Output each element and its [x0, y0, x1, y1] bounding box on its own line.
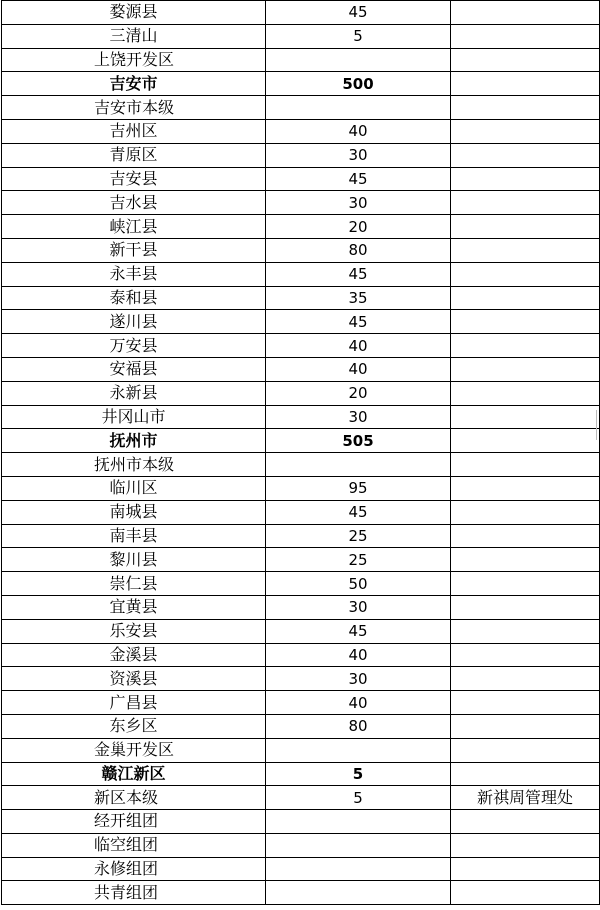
note-cell: [451, 286, 600, 310]
note-cell: [451, 334, 600, 358]
amount-cell: 45: [266, 500, 451, 524]
note-cell: [451, 643, 600, 667]
region-name-cell: 乐安县: [2, 619, 266, 643]
region-name-cell: 抚州市: [2, 429, 266, 453]
table-row: [2, 786, 600, 810]
region-name-cell: 遂川县: [2, 310, 266, 334]
region-name-cell: 吉安市本级: [2, 96, 266, 120]
page-edge-mark: [596, 410, 600, 440]
note-cell: [451, 691, 600, 715]
region-name-cell: 上饶开发区: [2, 48, 266, 72]
region-name-cell: 共青组团: [2, 881, 266, 905]
amount-cell: [266, 453, 451, 477]
region-name-cell: 万安县: [2, 334, 266, 358]
amount-cell: 45: [266, 619, 451, 643]
note-cell: [451, 714, 600, 738]
amount-cell: 5: [266, 24, 451, 48]
note-cell: [451, 810, 600, 834]
table-row: [2, 548, 600, 572]
note-cell: [451, 524, 600, 548]
table-row: [2, 286, 600, 310]
region-name-cell: 南丰县: [2, 524, 266, 548]
note-cell: [451, 429, 600, 453]
table-row: [2, 714, 600, 738]
amount-cell: 505: [266, 429, 451, 453]
note-cell: [451, 191, 600, 215]
region-name-cell: 东乡区: [2, 714, 266, 738]
note-cell: [451, 96, 600, 120]
note-cell: [451, 881, 600, 905]
table-row: [2, 810, 600, 834]
table-row: [2, 262, 600, 286]
region-name-cell: 宜黄县: [2, 595, 266, 619]
amount-cell: 30: [266, 595, 451, 619]
table-row: [2, 191, 600, 215]
table-row: [2, 476, 600, 500]
table-row: [2, 643, 600, 667]
region-name-cell: 泰和县: [2, 286, 266, 310]
region-name-cell: 南城县: [2, 500, 266, 524]
amount-cell: 50: [266, 572, 451, 596]
table-row: [2, 381, 600, 405]
note-cell: [451, 24, 600, 48]
amount-cell: [266, 48, 451, 72]
region-name-cell: 金巢开发区: [2, 738, 266, 762]
note-cell: [451, 572, 600, 596]
note-cell: [451, 405, 600, 429]
amount-cell: 30: [266, 405, 451, 429]
region-name-cell: 广昌县: [2, 691, 266, 715]
region-name-cell: 永新县: [2, 381, 266, 405]
region-name-cell: 临空组团: [2, 833, 266, 857]
table-row: [2, 119, 600, 143]
table-row: [2, 429, 600, 453]
table-row: [2, 572, 600, 596]
amount-cell: 45: [266, 310, 451, 334]
table-row: [2, 238, 600, 262]
table-row: [2, 48, 600, 72]
table-row: [2, 738, 600, 762]
table-row: [2, 691, 600, 715]
note-cell: [451, 381, 600, 405]
region-name-cell: 赣江新区: [2, 762, 266, 786]
note-cell: [451, 215, 600, 239]
table-row: [2, 453, 600, 477]
amount-cell: 20: [266, 381, 451, 405]
amount-cell: 30: [266, 667, 451, 691]
note-cell: [451, 619, 600, 643]
amount-cell: [266, 857, 451, 881]
table-row: [2, 857, 600, 881]
region-name-cell: 黎川县: [2, 548, 266, 572]
region-name-cell: 吉安市: [2, 72, 266, 96]
amount-cell: 5: [266, 786, 451, 810]
table-row: [2, 667, 600, 691]
table-row: [2, 334, 600, 358]
table-row: [2, 310, 600, 334]
note-cell: [451, 857, 600, 881]
note-cell: [451, 238, 600, 262]
table-row: [2, 619, 600, 643]
amount-cell: [266, 881, 451, 905]
note-cell: [451, 667, 600, 691]
note-cell: [451, 143, 600, 167]
note-cell: [451, 476, 600, 500]
table-body: [2, 1, 600, 905]
region-name-cell: 经开组团: [2, 810, 266, 834]
amount-cell: [266, 810, 451, 834]
region-name-cell: 金溪县: [2, 643, 266, 667]
region-name-cell: 永修组团: [2, 857, 266, 881]
amount-cell: [266, 833, 451, 857]
note-cell: [451, 119, 600, 143]
amount-cell: 25: [266, 524, 451, 548]
amount-cell: 80: [266, 714, 451, 738]
region-name-cell: 婺源县: [2, 1, 266, 25]
note-cell: [451, 762, 600, 786]
table-row: [2, 167, 600, 191]
amount-cell: 20: [266, 215, 451, 239]
note-cell: [451, 1, 600, 25]
amount-cell: 80: [266, 238, 451, 262]
table-row: [2, 143, 600, 167]
region-name-cell: 青原区: [2, 143, 266, 167]
region-name-cell: 崇仁县: [2, 572, 266, 596]
region-name-cell: 安福县: [2, 357, 266, 381]
table-row: [2, 833, 600, 857]
note-cell: [451, 72, 600, 96]
region-name-cell: 吉州区: [2, 119, 266, 143]
region-name-cell: 永丰县: [2, 262, 266, 286]
table-row: [2, 24, 600, 48]
table-row: [2, 215, 600, 239]
amount-cell: 45: [266, 1, 451, 25]
amount-cell: 30: [266, 191, 451, 215]
amount-cell: 40: [266, 357, 451, 381]
amount-cell: [266, 96, 451, 120]
note-cell: [451, 738, 600, 762]
note-cell: [451, 500, 600, 524]
amount-cell: 40: [266, 119, 451, 143]
table-row: [2, 500, 600, 524]
region-name-cell: 三清山: [2, 24, 266, 48]
amount-cell: 30: [266, 143, 451, 167]
amount-cell: 40: [266, 334, 451, 358]
region-name-cell: 吉水县: [2, 191, 266, 215]
amount-cell: 45: [266, 262, 451, 286]
table-row: [2, 96, 600, 120]
table-row: [2, 1, 600, 25]
note-cell: [451, 167, 600, 191]
amount-cell: 25: [266, 548, 451, 572]
note-cell: [451, 357, 600, 381]
note-cell: [451, 48, 600, 72]
region-name-cell: 峡江县: [2, 215, 266, 239]
table-row: [2, 405, 600, 429]
region-name-cell: 新干县: [2, 238, 266, 262]
note-cell: 新祺周管理处: [451, 786, 600, 810]
region-name-cell: 临川区: [2, 476, 266, 500]
amount-cell: 95: [266, 476, 451, 500]
region-name-cell: 资溪县: [2, 667, 266, 691]
region-name-cell: 抚州市本级: [2, 453, 266, 477]
note-cell: [451, 453, 600, 477]
note-cell: [451, 310, 600, 334]
note-cell: [451, 595, 600, 619]
table-row: [2, 762, 600, 786]
amount-cell: 40: [266, 691, 451, 715]
amount-cell: 500: [266, 72, 451, 96]
table-row: [2, 595, 600, 619]
amount-cell: 35: [266, 286, 451, 310]
amount-cell: [266, 738, 451, 762]
amount-cell: 5: [266, 762, 451, 786]
note-cell: [451, 262, 600, 286]
amount-cell: 40: [266, 643, 451, 667]
allocation-table: [1, 0, 600, 905]
region-name-cell: 吉安县: [2, 167, 266, 191]
note-cell: [451, 833, 600, 857]
note-cell: [451, 548, 600, 572]
table-row: [2, 881, 600, 905]
table-row: [2, 72, 600, 96]
region-name-cell: 井冈山市: [2, 405, 266, 429]
table-row: [2, 357, 600, 381]
table-row: [2, 524, 600, 548]
amount-cell: 45: [266, 167, 451, 191]
region-name-cell: 新区本级: [2, 786, 266, 810]
